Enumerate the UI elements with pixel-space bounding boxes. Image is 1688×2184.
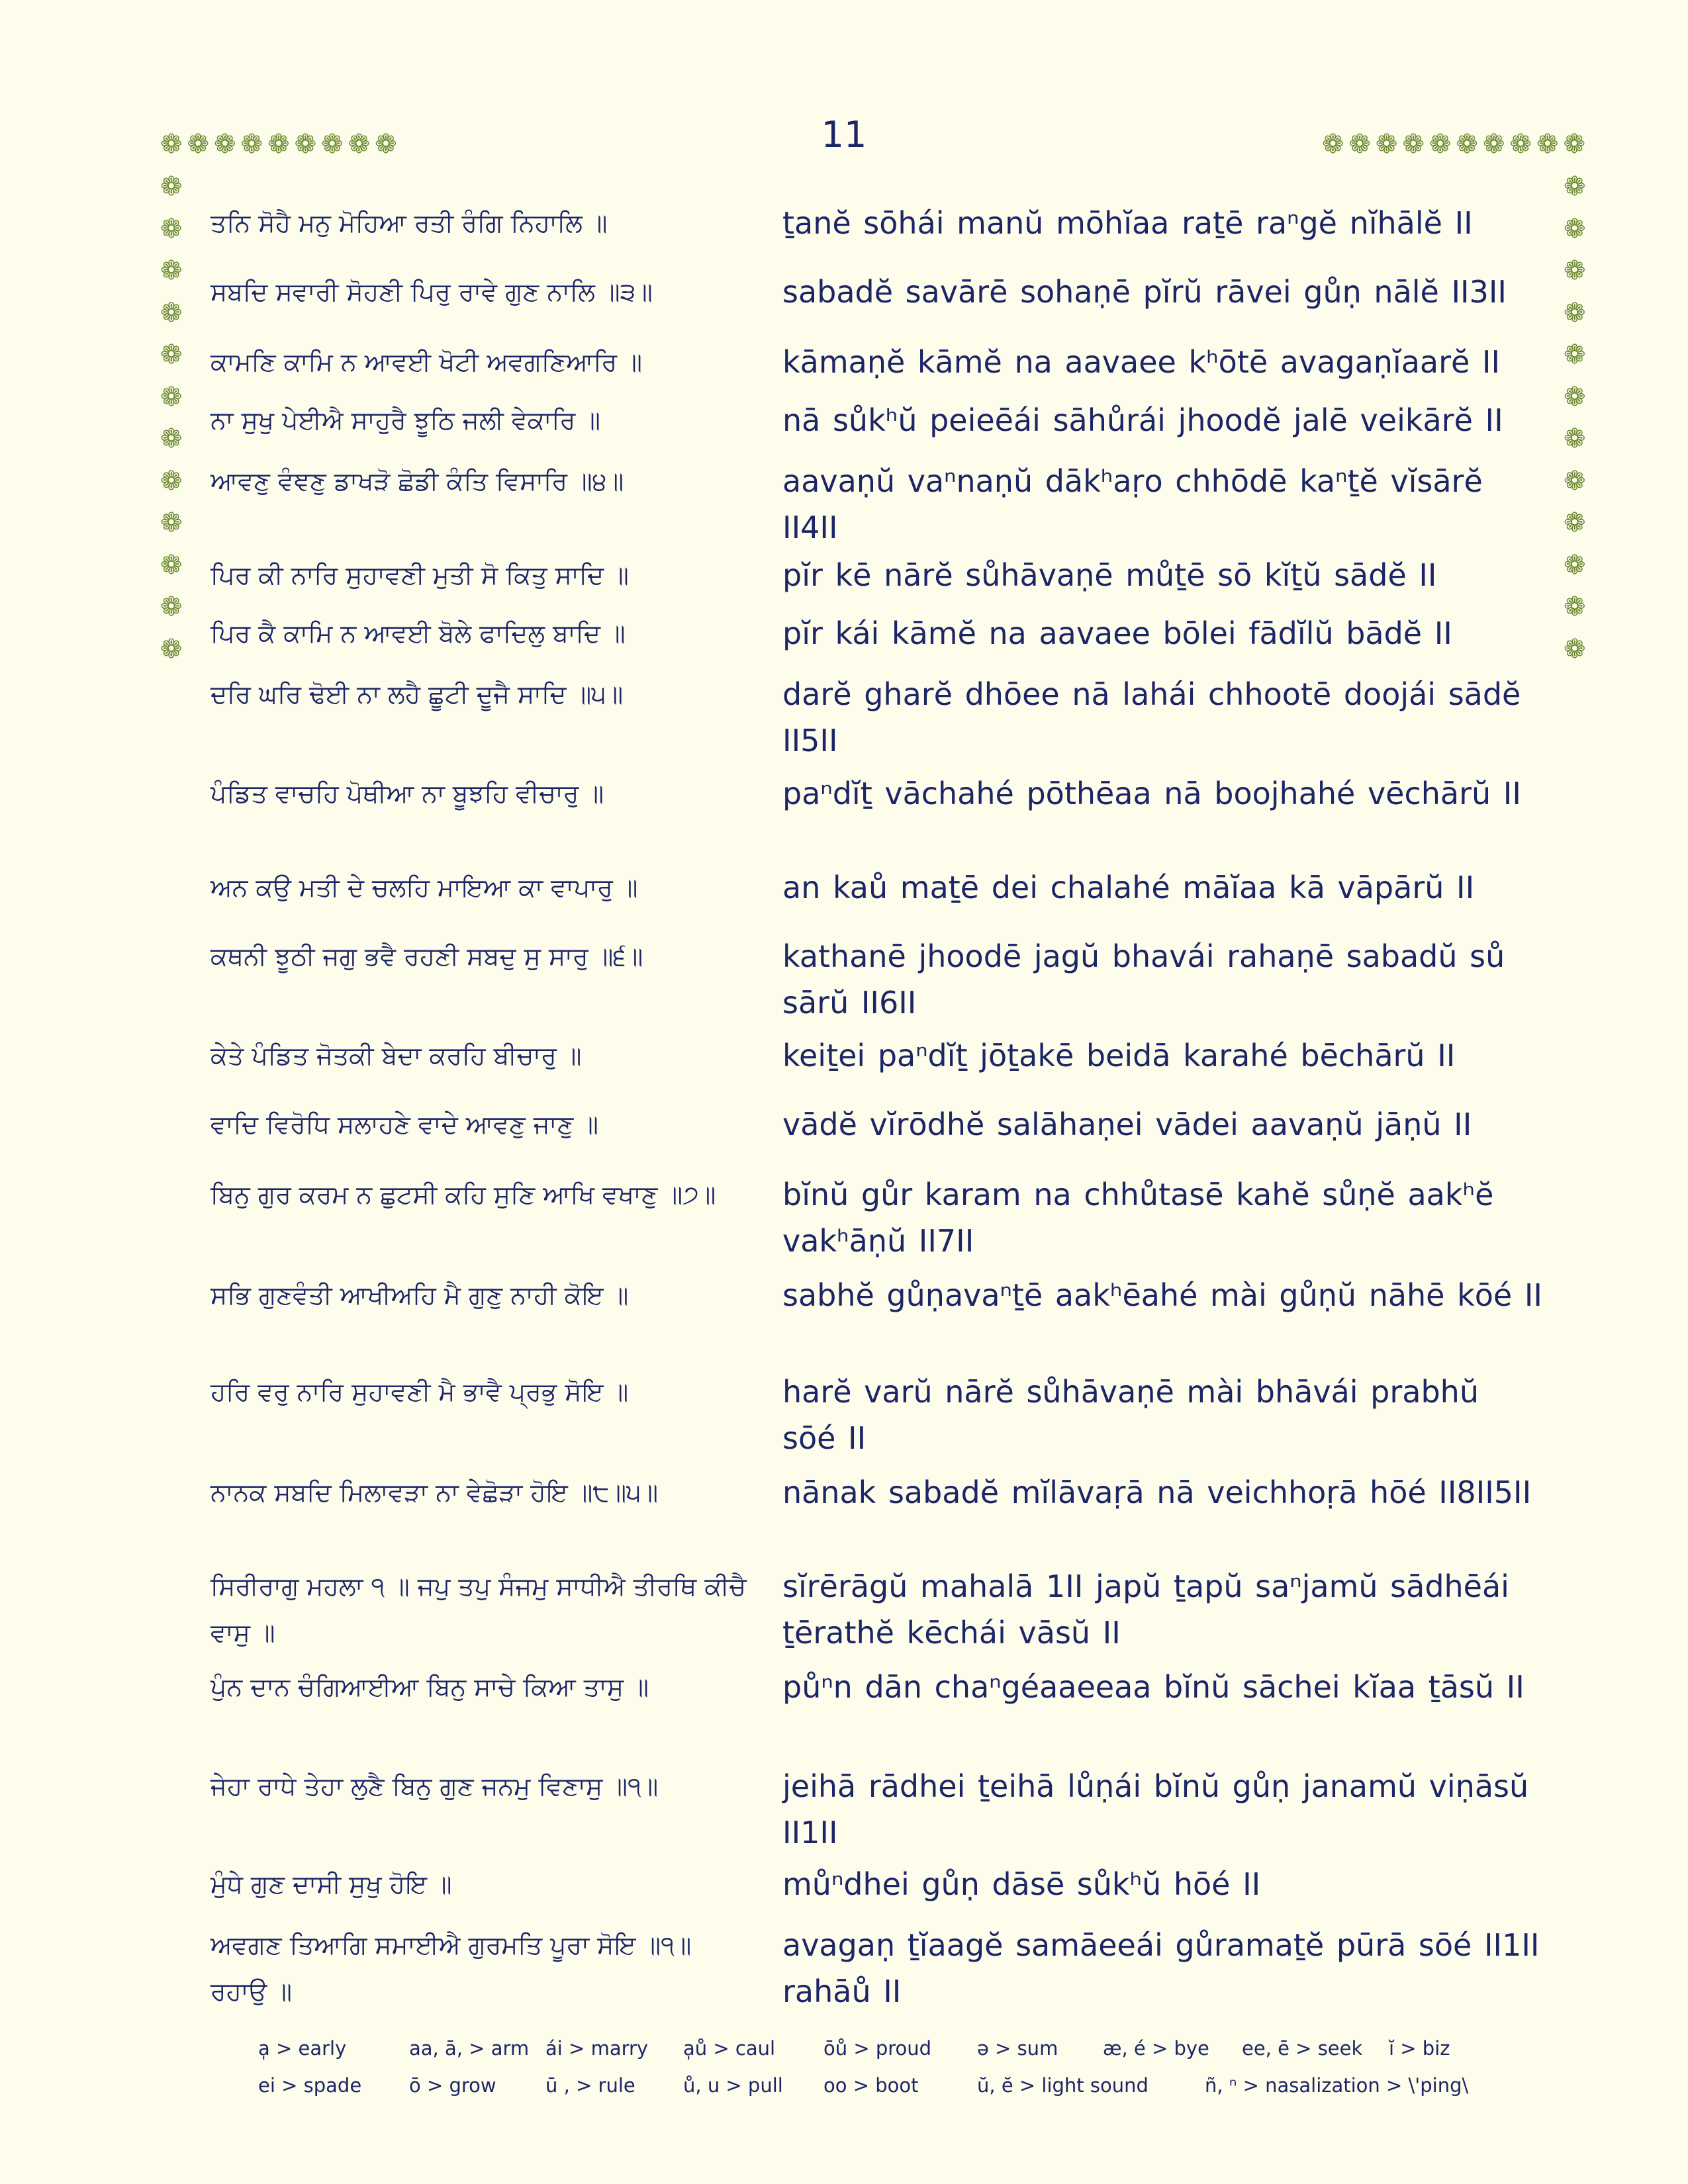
legend-item: ōů > proud	[823, 2037, 932, 2060]
legend-item: ái > marry	[545, 2037, 649, 2060]
flower-icon: ❁	[214, 129, 241, 159]
flower-icon: ❁	[1429, 129, 1456, 159]
gurmukhi-line: ਪੁੰਨ ਦਾਨ ਚੰਗਿਆਈਆ ਬਿਨੁ ਸਾਚੇ ਕਿਆ ਤਾਸੁ ॥	[211, 1672, 649, 1702]
flower-icon: ❁	[1482, 129, 1510, 159]
legend-item: ū , > rule	[545, 2074, 635, 2097]
gurmukhi-line: ਤਨਿ ਸੋਹੈ ਮਨੁ ਮੋਹਿਆ ਰਤੀ ਰੰਗਿ ਨਿਹਾਲਿ ॥	[211, 208, 608, 238]
gurmukhi-line: ਨਾ ਸੁਖੁ ਪੇਈਐ ਸਾਹੁਰੈ ਝੂਠਿ ਜਲੀ ਵੇਕਾਰਿ ॥	[211, 406, 601, 435]
flower-icon: ❁	[160, 549, 183, 580]
flower-icon: ❁	[160, 255, 183, 286]
flower-icon: ❁	[348, 129, 375, 159]
transliteration-line: nā sůkʰŭ peieēái sāhůrái jhoodĕ jalē veikārĕ II	[782, 402, 1503, 438]
gurmukhi-line: ਦਰਿ ਘਰਿ ਢੋਈ ਨਾ ਲਹੈ ਛੂਟੀ ਦੂਜੈ ਸਾਦਿ ॥੫॥	[211, 680, 624, 709]
legend-item: ŭ, ĕ > light sound	[977, 2074, 1149, 2097]
flower-icon: ❁	[160, 592, 183, 622]
flower-icon: ❁	[1564, 381, 1586, 412]
flower-icon: ❁	[160, 465, 183, 496]
flower-icon: ❁	[1564, 297, 1586, 328]
flower-icon: ❁	[160, 381, 183, 412]
gurmukhi-line: ਵਾਦਿ ਵਿਰੋਧਿ ਸਲਾਹਣੇ ਵਾਦੇ ਆਵਣੁ ਜਾਣੁ ॥	[211, 1110, 598, 1139]
gurmukhi-line: ਅਨ ਕਉ ਮਤੀ ਦੇ ਚਲਹਿ ਮਾਇਆ ਕਾ ਵਾਪਾਰੁ ॥	[211, 873, 638, 902]
legend-item: ñ, ⁿ > nasalization > \'ping\	[1205, 2074, 1469, 2097]
gurmukhi-line: ਨਾਨਕ ਸਬਦਿ ਮਿਲਾਵੜਾ ਨਾ ਵੇਛੋੜਾ ਹੋਇ ॥੮॥੫॥	[211, 1478, 659, 1507]
gurmukhi-line: ਸਭਿ ਗੁਣਵੰਤੀ ਆਖੀਅਹਿ ਮੈ ਗੁਣੁ ਨਾਹੀ ਕੋਇ ॥	[211, 1281, 629, 1310]
transliteration-line: kāmaṇĕ kāmĕ na aavaee kʰōtē avagaṇĭaarĕ II	[782, 344, 1501, 380]
transliteration-line: sabhĕ gůṇavaⁿṯē aakʰēahé mài gůṇŭ nāhē kōé II	[782, 1277, 1542, 1313]
flower-icon: ❁	[160, 171, 183, 202]
transliteration-line: harĕ varŭ nārĕ sůhāvaṇē mài bhāvái prabhŭ sōé II	[782, 1374, 1479, 1456]
transliteration-line: keiṯei paⁿdĭṯ jōṯakē beidā karahé bēchārŭ II	[782, 1038, 1456, 1073]
flower-icon: ❁	[160, 129, 187, 159]
transliteration-line: jeihā rādhei ṯeihā lůṇái bĭnŭ gůṇ janamŭ viṇāsŭ II1II	[782, 1768, 1529, 1850]
flower-icon: ❁	[160, 424, 183, 454]
transliteration-line: vādĕ vĭrōdhĕ salāhaṇei vādei aavaṇŭ jāṇŭ II	[782, 1107, 1472, 1142]
gurmukhi-line: ਸਿਰੀਰਾਗੁ ਮਹਲਾ ੧ ॥ ਜਪੁ ਤਪੁ ਸੰਜਮੁ ਸਾਧੀਐ ਤੀਰਥਿ ਕੀਚੈ ਵਾਸੁ ॥	[211, 1572, 747, 1647]
gurmukhi-line: ਕਾਮਣਿ ਕਾਮਿ ਨ ਆਵਈ ਖੋਟੀ ਅਵਗਣਿਆਰਿ ॥	[211, 347, 642, 377]
legend-item: ĭ > biz	[1389, 2037, 1450, 2060]
flower-icon: ❁	[1402, 129, 1429, 159]
legend-item: a̩ > early	[258, 2037, 347, 2060]
ornament-column-right	[1564, 173, 1590, 678]
legend-item: oo > boot	[823, 2074, 919, 2097]
gurmukhi-line: ਪਿਰ ਕੈ ਕਾਮਿ ਨ ਆਵਈ ਬੋਲੇ ਫਾਦਿਲੁ ਬਾਦਿ ॥	[211, 619, 626, 648]
flower-icon: ❁	[267, 129, 295, 159]
transliteration-line: an kaů maṯē dei chalahé māĭaa kā vāpārŭ II	[782, 870, 1475, 905]
flower-icon: ❁	[160, 508, 183, 538]
transliteration-line: ṯanĕ sōhái manŭ mōhĭaa raṯē raⁿgĕ nĭhālĕ II	[782, 205, 1473, 241]
flower-icon: ❁	[1321, 129, 1349, 159]
transliteration-line: paⁿdĭṯ vāchahé pōthēaa nā boojhahé vēchārŭ II	[782, 776, 1521, 811]
gurmukhi-line: ਪੰਡਿਤ ਵਾਚਹਿ ਪੋਥੀਆ ਨਾ ਬੂਝਹਿ ਵੀਚਾਰੁ ॥	[211, 779, 604, 808]
transliteration-line: sĭrērāgŭ mahalā 1II japŭ ṯapŭ saⁿjamŭ sādhēái ṯērathĕ kēchái vāsŭ II	[782, 1569, 1509, 1651]
gurmukhi-line: ਕਥਨੀ ਝੂਠੀ ਜਗੁ ਭਵੈ ਰਹਣੀ ਸਬਦੁ ਸੁ ਸਾਰੁ ॥੬॥	[211, 942, 643, 971]
legend-item: ə > sum	[977, 2037, 1058, 2060]
transliteration-line: bĭnŭ gůr karam na chhůtasē kahĕ sůṇĕ aakʰĕ vakʰāṇŭ II7II	[782, 1177, 1494, 1259]
ornament-row-left	[160, 131, 402, 158]
flower-icon: ❁	[1564, 465, 1586, 496]
gurmukhi-line: ਆਵਣੁ ਵੰਞਣੁ ਡਾਖੜੋ ਛੋਡੀ ਕੰਤਿ ਵਿਸਾਰਿ ॥੪॥	[211, 467, 624, 496]
flower-icon: ❁	[294, 129, 322, 159]
flower-icon: ❁	[1564, 255, 1586, 286]
flower-icon: ❁	[1536, 129, 1564, 159]
flower-icon: ❁	[240, 129, 268, 159]
flower-icon: ❁	[321, 129, 348, 159]
flower-icon: ❁	[1509, 129, 1536, 159]
transliteration-line: nānak sabadĕ mĭlāvaṛā nā veichhoṛā hōé II8II5II	[782, 1475, 1532, 1510]
transliteration-line: půⁿn dān chaⁿgéaaeeaa bĭnŭ sāchei kĭaa ṯāsŭ II	[782, 1669, 1524, 1705]
flower-icon: ❁	[1564, 171, 1586, 202]
gurmukhi-line: ਕੇਤੇ ਪੰਡਿਤ ਜੋਤਕੀ ਬੇਦਾ ਕਰਹਿ ਬੀਚਾਰੁ ॥	[211, 1041, 582, 1070]
gurmukhi-line: ਬਿਨੁ ਗੁਰ ਕਰਮ ਨ ਛੁਟਸੀ ਕਹਿ ਸੁਣਿ ਆਖਿ ਵਖਾਣੁ ॥੭॥	[211, 1180, 716, 1209]
flower-icon: ❁	[1564, 213, 1586, 244]
flower-icon: ❁	[1348, 129, 1376, 159]
gurmukhi-line: ਪਿਰ ਕੀ ਨਾਰਿ ਸੁਹਾਵਣੀ ਮੁਤੀ ਸੋ ਕਿਤੁ ਸਾਦਿ ॥	[211, 561, 629, 590]
legend-item: ee, ē > seek	[1242, 2037, 1363, 2060]
legend-item: ei > spade	[258, 2074, 362, 2097]
flower-icon: ❁	[187, 129, 214, 159]
gurmukhi-line: ਜੇਹਾ ਰਾਧੇ ਤੇਹਾ ਲੁਣੈ ਬਿਨੁ ਗੁਣ ਜਨਮੁ ਵਿਣਾਸੁ ॥੧॥	[211, 1772, 659, 1801]
flower-icon: ❁	[160, 213, 183, 244]
flower-icon: ❁	[160, 297, 183, 328]
transliteration-line: pĭr kē nārĕ sůhāvaṇē můṯē sō kĭṯŭ sādĕ II	[782, 557, 1437, 593]
legend-item: ů, u > pull	[683, 2074, 783, 2097]
legend-item: aa, ā, > arm	[409, 2037, 530, 2060]
flower-icon: ❁	[1564, 592, 1586, 622]
legend-item: ō > grow	[409, 2074, 496, 2097]
page-number: 11	[821, 114, 867, 156]
legend-item: a̩ů > caul	[683, 2037, 776, 2060]
flower-icon: ❁	[375, 129, 402, 159]
gurmukhi-line: ਮੁੰਧੇ ਗੁਣ ਦਾਸੀ ਸੁਖੁ ਹੋਇ ॥	[211, 1870, 452, 1899]
flower-icon: ❁	[1563, 129, 1590, 159]
ornament-column-left	[160, 173, 187, 678]
flower-icon: ❁	[1564, 508, 1586, 538]
flower-icon: ❁	[160, 340, 183, 370]
transliteration-line: sabadĕ savārē sohaṇē pĭrŭ rāvei gůṇ nālĕ II3II	[782, 274, 1507, 310]
transliteration-line: aavaṇŭ vaⁿnaṇŭ dākʰaṛo chhōdē kaⁿṯĕ vĭsārĕ II4II	[782, 463, 1483, 545]
transliteration-line: kathanē jhoodē jagŭ bhavái rahaṇē sabadŭ sů sārŭ II6II	[782, 938, 1505, 1021]
flower-icon: ❁	[1564, 340, 1586, 370]
transliteration-line: darĕ gharĕ dhōee nā lahái chhootē doojái sādĕ II5II	[782, 676, 1521, 758]
flower-icon: ❁	[160, 633, 183, 664]
flower-icon: ❁	[1456, 129, 1483, 159]
legend-item: æ, é > bye	[1103, 2037, 1209, 2060]
transliteration-line: můⁿdhei gůṇ dāsē sůkʰŭ hōé II	[782, 1866, 1261, 1902]
gurmukhi-line: ਹਰਿ ਵਰੁ ਨਾਰਿ ਸੁਹਾਵਣੀ ਮੈ ਭਾਵੈ ਪ੍ਰਭੁ ਸੋਇ ॥	[211, 1377, 629, 1406]
gurmukhi-line: ਸਬਦਿ ਸਵਾਰੀ ਸੋਹਣੀ ਪਿਰੁ ਰਾਵੇ ਗੁਣ ਨਾਲਿ ॥੩॥	[211, 277, 653, 306]
flower-icon: ❁	[1564, 549, 1586, 580]
transliteration-line: avagaṇ ṯĭaagĕ samāeeái gůramaṯĕ pūrā sōé II1II rahāů II	[782, 1927, 1540, 2009]
flower-icon: ❁	[1564, 424, 1586, 454]
ornament-row-right	[1322, 131, 1590, 158]
transliteration-line: pĭr kái kāmĕ na aavaee bōlei fādĭlŭ bādĕ II	[782, 615, 1452, 651]
gurmukhi-line: ਅਵਗਣ ਤਿਆਗਿ ਸਮਾਈਐ ਗੁਰਮਤਿ ਪੂਰਾ ਸੋਇ ॥੧॥ ਰਹਾਉ ॥	[211, 1931, 692, 2006]
flower-icon: ❁	[1375, 129, 1403, 159]
flower-icon: ❁	[1564, 633, 1586, 664]
